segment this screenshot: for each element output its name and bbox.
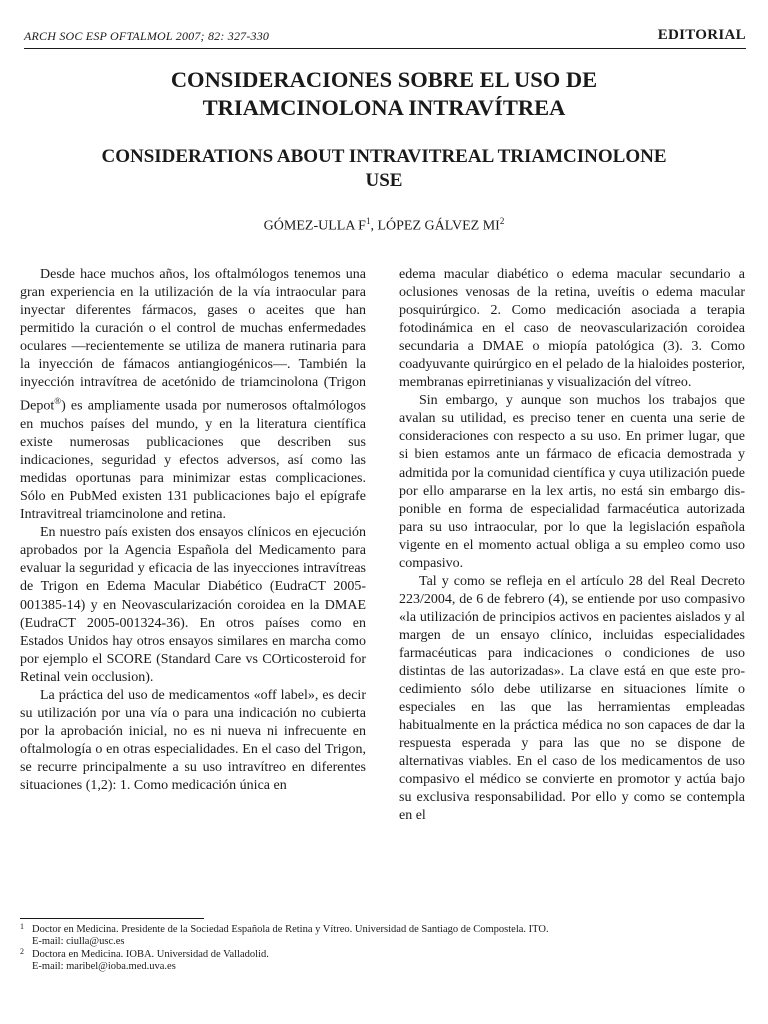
author-1: GÓMEZ-ULLA F [263,218,366,234]
footnote-2-number: 2 [20,946,24,956]
footnote-1-email[interactable]: E-mail: ciulla@usc.es [32,936,125,948]
paragraph-compassionate-use: Tal y como se refleja en el artículo 28 del Real Decreto 223/2004, de 6 de febrero (4), se entiende por uso compasivo «la utilización de principios activos en pacientes aislados y al margen de un ensayo clínico, incluidas especialidades farmacéuticas para indicaciones o condiciones de uso distintas de las autorizadas». La clave está en que este procedimiento sólo debe utilizarse en situaciones límite o especiales en las que las herramientas empleadas habitualmente en la práctica médica no son capaces de dar la respuesta esperada y para las que no se dispone de alternativas viables. En el caso de los medicamentos de uso compasivo el médico se convierte en promotor y actúa bajo su exclusiva responsabilidad. Por ello y como se contempla en el [399,573,745,824]
author-2: LÓPEZ GÁLVEZ MI [377,218,500,234]
title-english [30,145,738,193]
paragraph-considerations: Sin embargo, y aunque son muchos los trabajos que avalan su utilidad, es preciso tener en cuenta una serie de consideraciones con respecto a su uso. En primer lugar, que si bien estamos ante un fármaco de eficacia demostrada y admitida por la comunidad científica y cuya utilización puede por ello ampararse en la lex artis, no está sin embargo disponible en forma de especialidad farmacéutica autorizada para su uso intraocular, por lo que la legislación española vigente en el momento actual obliga a su empleo como uso compasivo. [399,393,745,571]
title-english-line-2: USE [365,170,403,191]
title-english-line-1: CONSIDERATIONS ABOUT INTRAVITREAL TRIAMCINOLONE [101,146,667,167]
paragraph-clinical-trials: En nuestro país existen dos ensayos clínicos en ejecución aprobados por la Agencia Española del Medicamento para evaluar la seguridad y eficacia de las inyecciones intravítreas de Trigon en Edema Macular Diabético (EudraCT 2005-001385-14) y en Neovascularización coroidea en la DMAE (EudraCT 2005-001324-36). En otros países como en Estados Unidos hay otros ensayos similares en marcha como por ejemplo el SCORE (Standard Care vs COrticosteroid for Retinal vein occlusion). [20,525,366,685]
footnote-rule [20,918,204,919]
paragraph-indications-continued: edema macular diabético o edema macular secundario a oclusiones venosas de la retina, uveítis o edema macular posquirúrgico. 2. Como medicación asociada a terapia fotodinámica en el caso de neovascularización coroidea secundaria a DMAE o miopía patológica (3). 3. Como coadyuvante quirúrgico en el pelado de la hialoides posterior, membranas epirretinianas y visualización del vítreo. [399,267,745,391]
paragraph-off-label: La práctica del uso de medicamentos «off label», es decir su utilización por una vía o para una indicación no cubierta por la aprobación inicial, no es ni nueva ni infrecuente en oftalmología o en otras especialidades. En el caso del Trigon, se recurre principalmente a su uso intravítreo en diferentes situaciones (1,2): 1. Como medicación única en [20,687,366,793]
footnotes [20,924,748,973]
registered-mark: ® [54,396,62,407]
footnote-1-affiliation: Doctor en Medicina. Presidente de la Sociedad Española de Retina y Vítreo. Universidad de Santiago de Compostela. ITO. [32,924,549,935]
footnote-1-number: 1 [20,922,24,931]
footnote-2 [20,946,748,974]
paragraph-intro-text-b: ) es ampliamente usada por numerosos oftalmólogos en muchos países del mundo, y en la literatura científica existe numerosas publicaciones que describen sus indicaciones, seguridad y efectos adversos, así como las medidas oportunas para minimizar estas complicaciones. Sólo en PubMed existen 131 publicaciones bajo el epígrafe Intravitreal triamcinolone and retina. [20,398,366,523]
paragraph-intro-text-a: Desde hace muchos años, los oftalmólogos tenemos una gran experiencia en la utilización de la vía intraocular para inyectar diferentes fármacos, gases o aceites que han permitido la curación o el control de muchas enfermedades oculares —recientemente se utiliza de manera rutinaria para la inyección de fámacos antiangiogénicos—. También la inyección intravítrea de acetónido de triamcinolona (Trigon Depot [20,267,366,414]
footnote-2-affiliation: Doctora en Medicina. IOBA. Universidad de Valladolid. [32,948,269,960]
body-column-left [20,266,366,795]
author-2-affiliation-mark: 2 [499,216,505,226]
body-column-right [399,266,745,825]
title-spanish-line-1: CONSIDERACIONES SOBRE EL USO DE [170,67,598,92]
paragraph-intro [20,266,366,524]
title-spanish [60,66,708,122]
footnote-1 [20,924,748,949]
author-list [0,216,768,235]
author-separator: , [370,218,378,234]
author-1-affiliation-mark: 1 [365,216,371,226]
section-label: EDITORIAL [657,27,746,43]
header-rule [24,48,746,49]
journal-reference: ARCH SOC ESP OFTALMOL 2007; 82: 327-330 [24,29,270,43]
footnote-2-email[interactable]: E-mail: maribel@ioba.med.uva.es [32,960,176,972]
title-spanish-line-2: TRIAMCINOLONA INTRAVÍTREA [202,95,566,120]
running-head [24,27,746,47]
